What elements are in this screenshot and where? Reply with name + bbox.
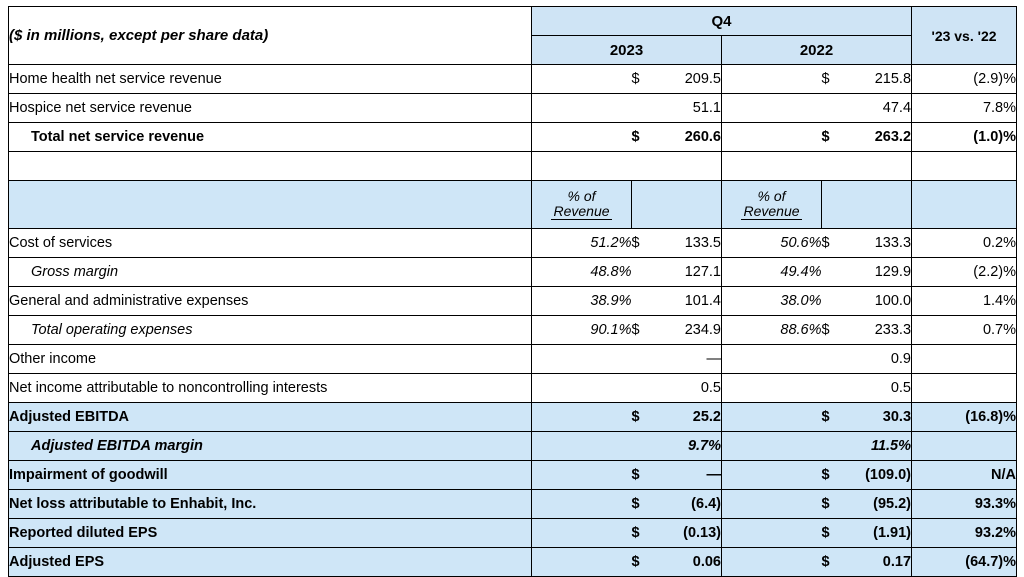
table-title: ($ in millions, except per share data) — [9, 7, 532, 65]
row-pct-prior — [722, 432, 822, 461]
row-value-current: 234.9 — [654, 316, 722, 345]
row-label: Gross margin — [9, 258, 532, 287]
pct-of-revenue-line1: % of — [757, 187, 786, 204]
row-currency-prior: $ — [822, 403, 844, 432]
table-row-highlight — [9, 461, 1017, 490]
subheader-blank — [632, 181, 654, 229]
table-subheader-pct-of-revenue — [9, 181, 1017, 229]
row-value-current: 25.2 — [654, 403, 722, 432]
row-value-prior: 0.5 — [844, 374, 912, 403]
pct-of-revenue-line1: % of — [567, 187, 596, 204]
row-currency-current — [632, 94, 654, 123]
row-value-current: 9.7% — [654, 432, 722, 461]
table-row-highlight — [9, 519, 1017, 548]
row-pct-prior — [722, 490, 822, 519]
row-label: Impairment of goodwill — [9, 461, 532, 490]
row-currency-current: $ — [632, 519, 654, 548]
row-pct-current — [532, 432, 632, 461]
row-currency-current: $ — [632, 403, 654, 432]
pct-of-revenue-line2: Revenue — [743, 202, 800, 219]
table-row — [9, 316, 1017, 345]
row-currency-prior — [822, 287, 844, 316]
row-currency-prior: $ — [822, 123, 844, 152]
row-change: (16.8)% — [912, 403, 1017, 432]
row-value-current: 51.1 — [654, 94, 722, 123]
row-pct-prior: 50.6% — [722, 229, 822, 258]
spacer-cell — [632, 152, 654, 181]
row-currency-prior — [822, 432, 844, 461]
row-pct-current — [532, 345, 632, 374]
row-pct-current: 48.8% — [532, 258, 632, 287]
row-pct-current — [532, 65, 632, 94]
table-header-row-period — [9, 7, 1017, 36]
header-change: '23 vs. '22 — [912, 7, 1017, 65]
spacer-cell — [822, 152, 844, 181]
row-change: (2.2)% — [912, 258, 1017, 287]
row-pct-prior — [722, 123, 822, 152]
row-value-prior: 133.3 — [844, 229, 912, 258]
row-change: 0.2% — [912, 229, 1017, 258]
row-value-prior: 0.9 — [844, 345, 912, 374]
subheader-pct-of-revenue-current — [532, 181, 632, 229]
spacer-cell — [844, 152, 912, 181]
row-change: 7.8% — [912, 94, 1017, 123]
row-pct-prior — [722, 374, 822, 403]
row-label: Total operating expenses — [9, 316, 532, 345]
row-currency-prior: $ — [822, 229, 844, 258]
row-label: Adjusted EBITDA — [9, 403, 532, 432]
table-row — [9, 258, 1017, 287]
subheader-blank — [844, 181, 912, 229]
row-currency-prior: $ — [822, 316, 844, 345]
row-value-current: 127.1 — [654, 258, 722, 287]
row-pct-prior — [722, 403, 822, 432]
row-pct-current — [532, 548, 632, 577]
row-pct-prior: 49.4% — [722, 258, 822, 287]
row-change: 1.4% — [912, 287, 1017, 316]
row-label: Cost of services — [9, 229, 532, 258]
row-currency-current: $ — [632, 229, 654, 258]
row-currency-prior: $ — [822, 461, 844, 490]
row-currency-prior — [822, 94, 844, 123]
row-change: 93.3% — [912, 490, 1017, 519]
row-currency-current: $ — [632, 461, 654, 490]
row-value-current: 0.5 — [654, 374, 722, 403]
row-value-prior: 0.17 — [844, 548, 912, 577]
row-pct-prior — [722, 519, 822, 548]
row-change: 93.2% — [912, 519, 1017, 548]
row-pct-prior — [722, 345, 822, 374]
row-value-prior: 11.5% — [844, 432, 912, 461]
row-value-current: — — [654, 345, 722, 374]
row-pct-prior — [722, 461, 822, 490]
row-currency-current: $ — [632, 490, 654, 519]
row-change: (1.0)% — [912, 123, 1017, 152]
row-value-prior: (109.0) — [844, 461, 912, 490]
table-spacer-row — [9, 152, 1017, 181]
row-label: Net loss attributable to Enhabit, Inc. — [9, 490, 532, 519]
row-pct-current — [532, 461, 632, 490]
header-period-q4: Q4 — [532, 7, 912, 36]
pct-of-revenue-line2: Revenue — [553, 202, 610, 219]
spacer-cell — [722, 152, 822, 181]
row-label: Adjusted EPS — [9, 548, 532, 577]
spacer-cell — [912, 152, 1017, 181]
row-value-prior: (95.2) — [844, 490, 912, 519]
row-currency-current: $ — [632, 65, 654, 94]
table-row-highlight — [9, 403, 1017, 432]
row-pct-prior: 88.6% — [722, 316, 822, 345]
row-change: N/A — [912, 461, 1017, 490]
row-value-current: (6.4) — [654, 490, 722, 519]
row-value-current: — — [654, 461, 722, 490]
row-pct-prior: 38.0% — [722, 287, 822, 316]
row-value-prior: 30.3 — [844, 403, 912, 432]
subheader-blank — [654, 181, 722, 229]
row-pct-current — [532, 490, 632, 519]
row-value-prior: 263.2 — [844, 123, 912, 152]
row-currency-current — [632, 258, 654, 287]
financial-summary-table — [8, 6, 1017, 577]
row-currency-prior: $ — [822, 548, 844, 577]
row-pct-prior — [722, 94, 822, 123]
row-value-current: 260.6 — [654, 123, 722, 152]
row-change — [912, 432, 1017, 461]
row-pct-current — [532, 374, 632, 403]
table-row-highlight — [9, 490, 1017, 519]
row-currency-current: $ — [632, 548, 654, 577]
row-currency-prior — [822, 374, 844, 403]
row-pct-current — [532, 123, 632, 152]
row-value-prior: 233.3 — [844, 316, 912, 345]
row-pct-current — [532, 94, 632, 123]
table-row — [9, 287, 1017, 316]
row-currency-prior: $ — [822, 519, 844, 548]
row-value-prior: 129.9 — [844, 258, 912, 287]
table-row — [9, 345, 1017, 374]
row-change — [912, 345, 1017, 374]
row-value-current: 0.06 — [654, 548, 722, 577]
row-label: Total net service revenue — [9, 123, 532, 152]
row-change: 0.7% — [912, 316, 1017, 345]
subheader-blank — [822, 181, 844, 229]
subheader-pct-of-revenue-prior — [722, 181, 822, 229]
table-row — [9, 94, 1017, 123]
table-row — [9, 65, 1017, 94]
table-row — [9, 229, 1017, 258]
row-value-prior: 100.0 — [844, 287, 912, 316]
row-currency-current — [632, 432, 654, 461]
subheader-blank — [9, 181, 532, 229]
spacer-cell — [654, 152, 722, 181]
spacer-cell — [9, 152, 532, 181]
subheader-blank — [912, 181, 1017, 229]
row-change: (64.7)% — [912, 548, 1017, 577]
row-currency-prior — [822, 345, 844, 374]
row-pct-current: 90.1% — [532, 316, 632, 345]
row-label: Other income — [9, 345, 532, 374]
row-value-prior: (1.91) — [844, 519, 912, 548]
row-pct-current — [532, 519, 632, 548]
row-label: Net income attributable to noncontrolling interests — [9, 374, 532, 403]
row-change: (2.9)% — [912, 65, 1017, 94]
table-row — [9, 374, 1017, 403]
row-change — [912, 374, 1017, 403]
row-label: Reported diluted EPS — [9, 519, 532, 548]
row-value-current: (0.13) — [654, 519, 722, 548]
table-row-total — [9, 123, 1017, 152]
row-currency-current — [632, 287, 654, 316]
row-currency-prior: $ — [822, 65, 844, 94]
table-row-highlight — [9, 548, 1017, 577]
table-row-highlight — [9, 432, 1017, 461]
row-label: Home health net service revenue — [9, 65, 532, 94]
row-currency-current: $ — [632, 316, 654, 345]
header-year-current: 2023 — [532, 36, 722, 65]
spacer-cell — [532, 152, 632, 181]
row-currency-current — [632, 345, 654, 374]
row-value-current: 209.5 — [654, 65, 722, 94]
row-currency-current — [632, 374, 654, 403]
row-label: Hospice net service revenue — [9, 94, 532, 123]
row-pct-prior — [722, 65, 822, 94]
row-value-current: 101.4 — [654, 287, 722, 316]
row-currency-prior: $ — [822, 490, 844, 519]
row-pct-current: 38.9% — [532, 287, 632, 316]
row-pct-current: 51.2% — [532, 229, 632, 258]
row-label: Adjusted EBITDA margin — [9, 432, 532, 461]
row-currency-prior — [822, 258, 844, 287]
row-pct-prior — [722, 548, 822, 577]
header-year-prior: 2022 — [722, 36, 912, 65]
row-currency-current: $ — [632, 123, 654, 152]
row-value-prior: 215.8 — [844, 65, 912, 94]
row-value-prior: 47.4 — [844, 94, 912, 123]
row-label: General and administrative expenses — [9, 287, 532, 316]
row-pct-current — [532, 403, 632, 432]
row-value-current: 133.5 — [654, 229, 722, 258]
